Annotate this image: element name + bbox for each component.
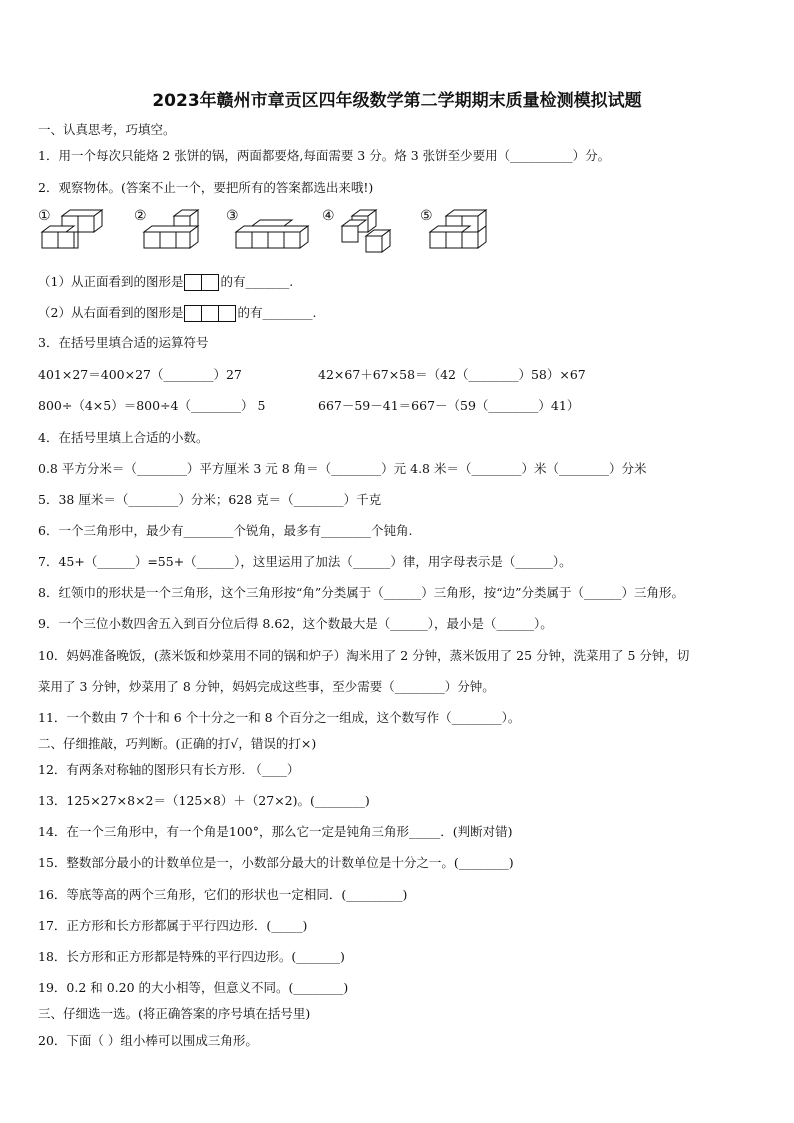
- question-10: 10．妈妈准备晚饭，(蒸米饭和炒菜用不同的锅和炉子）淘米用了 2 分钟，蒸米饭用了 25 分钟，洗菜用了 5 分钟，切: [38, 648, 690, 663]
- section-2-heading: 二、仔细推敲，巧判断。(正确的打√，错误的打×): [38, 736, 317, 751]
- section-1-heading: 一、认真思考，巧填空。: [38, 122, 176, 137]
- question-9: 9．一个三位小数四舍五入到百分位后得 8.62，这个数最大是（______），最小是（______）。: [38, 616, 553, 631]
- question-11: 11．一个数由 7 个十和 6 个十分之一和 8 个百分之一组成，这个数写作（________）。: [38, 710, 521, 725]
- figure-2-label: ②: [134, 208, 147, 224]
- question-5: 5．38 厘米＝（________）分米；628 克＝（________）千克: [38, 492, 382, 507]
- figure-5-label: ⑤: [420, 208, 433, 224]
- question-14: 14．在一个三角形中，有一个角是100°，那么它一定是钝角三角形_____．(判断对错): [38, 824, 513, 839]
- question-18: 18．长方形和正方形都是特殊的平行四边形。(_______): [38, 949, 345, 964]
- figure-1-label: ①: [38, 208, 51, 224]
- figure-4: [322, 208, 402, 258]
- figure-4-label: ④: [322, 208, 335, 224]
- question-17: 17．正方形和长方形都属于平行四边形．(_____): [38, 918, 308, 933]
- figure-2: [134, 208, 214, 258]
- question-10-continued: 菜用了 3 分钟，炒菜用了 8 分钟，妈妈完成这些事，至少需要（________）分钟。: [38, 679, 495, 694]
- cube-figure-3-icon: [226, 208, 306, 258]
- section-3-heading: 三、仔细选一选。(将正确答案的序号填在括号里): [38, 1006, 311, 1021]
- question-6: 6．一个三角形中，最少有________个锐角，最多有________个钝角.: [38, 523, 413, 538]
- question-20: 20．下面（ ）组小棒可以围成三角形。: [38, 1033, 258, 1048]
- q2-sub2-prefix: （2）从右面看到的图形是: [38, 305, 184, 320]
- question-3-item-2: 42×67＋67×58＝（42（________）58）×67: [318, 367, 586, 382]
- cube-figure-2-icon: [134, 208, 214, 258]
- figure-5: [420, 208, 500, 258]
- question-13: 13．125×27×8×2＝（125×8）＋（27×2)。(________): [38, 793, 370, 808]
- question-7: 7．45+（______）=55+（______），这里运用了加法（______）律，用字母表示是（______）。: [38, 554, 572, 569]
- three-square-shape-icon: [184, 305, 236, 322]
- question-1: 1．用一个每次只能烙 2 张饼的锅，两面都要烙,每面需要 3 分。烙 3 张饼至少要用（__________）分。: [38, 148, 611, 163]
- q2-sub1-suffix: 的有_______.: [220, 274, 294, 289]
- two-square-shape-icon: [184, 274, 219, 291]
- question-3: 3．在括号里填合适的运算符号: [38, 335, 209, 350]
- figure-1: [38, 208, 118, 258]
- question-4-items: 0.8 平方分米＝（________）平方厘米 3 元 8 角＝（________）元 4.8 米＝（________）米（________）分米: [38, 461, 647, 476]
- q2-sub2-suffix: 的有________.: [237, 305, 317, 320]
- q2-sub1-prefix: （1）从正面看到的图形是: [38, 274, 184, 289]
- question-4: 4．在括号里填上合适的小数。: [38, 430, 209, 445]
- question-15: 15．整数部分最小的计数单位是一，小数部分最大的计数单位是十分之一。(________): [38, 855, 514, 870]
- figure-3: [226, 208, 306, 258]
- question-19: 19．0.2 和 0.20 的大小相等，但意义不同。(________): [38, 980, 349, 995]
- question-2: 2．观察物体。(答案不止一个，要把所有的答案都选出来哦!): [38, 180, 374, 195]
- cube-figure-4-icon: [322, 208, 402, 258]
- question-3-item-1: 401×27＝400×27（________）27: [38, 367, 242, 382]
- question-2-part-1: [38, 272, 293, 291]
- figure-3-label: ③: [226, 208, 239, 224]
- page-title: 2023年赣州市章贡区四年级数学第二学期期末质量检测模拟试题: [152, 91, 642, 111]
- question-12: 12．有两条对称轴的图形只有长方形. （____）: [38, 762, 300, 777]
- question-16: 16．等底等高的两个三角形，它们的形状也一定相同．(_________): [38, 887, 408, 902]
- cube-figure-1-icon: [38, 208, 118, 258]
- question-3-item-3: 800÷（4×5）＝800÷4（________） 5: [38, 398, 266, 413]
- question-8: 8．红领巾的形状是一个三角形，这个三角形按“角”分类属于（______）三角形，按“边”分类属于（______）三角形。: [38, 585, 685, 600]
- question-2-part-2: [38, 303, 316, 322]
- cube-figure-5-icon: [420, 208, 500, 258]
- question-3-item-4: 667－59－41＝667－（59（________）41）: [318, 398, 580, 413]
